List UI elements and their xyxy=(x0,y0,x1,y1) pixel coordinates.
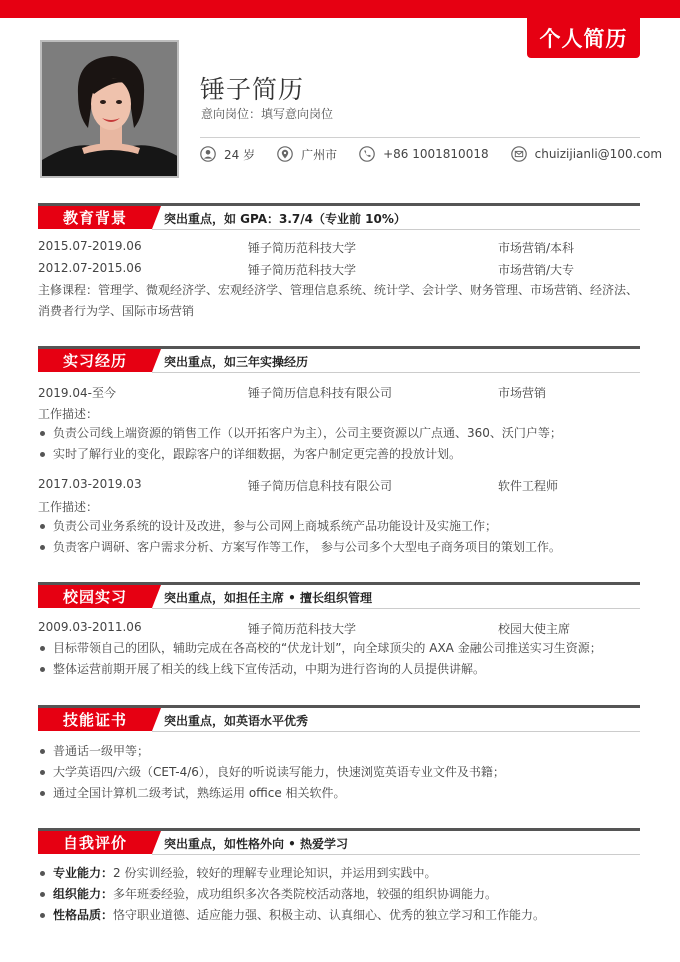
self-eval-item xyxy=(38,885,640,903)
edu-major: 市场营销/大专 xyxy=(498,263,575,277)
skills-header xyxy=(38,705,640,731)
email-item xyxy=(511,146,662,162)
job-date: 2019.04-至今 xyxy=(38,386,116,400)
city-item xyxy=(277,146,337,163)
education-section xyxy=(38,203,640,318)
job-bullet: 负责公司线上端资源的销售工作（以开拓客户为主），公司主要资源以广点通、360、沃门户等； xyxy=(38,424,640,442)
internship-highlight: 突出重点，如三年实操经历 xyxy=(164,355,309,369)
intent-value: 填写意向岗位 xyxy=(261,107,334,121)
section-subrule xyxy=(152,731,640,732)
self-eval-title: 自我评价 xyxy=(38,831,152,854)
phone-item xyxy=(359,146,489,162)
job-desc-label: 工作描述： xyxy=(38,407,99,421)
job-bullet: 实时了解行业的变化，跟踪客户的详细数据，为客户制定更完善的投放计划。 xyxy=(38,445,640,463)
edu-courses: 主修课程：管理学、微观经济学、宏观经济学、管理信息系统、统计学、会计学、财务管理、市场营销、经济法、消费者行为学、国际市场营销 xyxy=(38,283,639,318)
contact-info-row xyxy=(200,144,662,164)
self-eval-label: 性格品质： xyxy=(53,908,114,922)
mail-icon xyxy=(511,146,527,162)
candidate-name: 锤子简历 xyxy=(200,75,305,104)
self-eval-header xyxy=(38,828,640,854)
internship-section xyxy=(38,346,640,554)
job-role: 软件工程师 xyxy=(498,479,559,493)
campus-title: 校园实习 xyxy=(38,585,152,608)
top-accent-bar xyxy=(0,0,680,18)
person-icon xyxy=(200,146,216,162)
phone-icon xyxy=(359,146,375,162)
self-eval-text: 2 份实训经验，较好的理解专业理论知识，并运用到实践中。 xyxy=(113,866,437,880)
self-eval-label: 组织能力： xyxy=(53,887,114,901)
document-title: 个人简历 xyxy=(527,18,640,58)
internship-header xyxy=(38,346,640,372)
campus-section xyxy=(38,582,640,676)
education-header xyxy=(38,203,640,229)
self-eval-label: 专业能力： xyxy=(53,866,114,880)
internship-title: 实习经历 xyxy=(38,349,152,372)
self-eval-highlight: 突出重点，如性格外向 • 热爱学习 xyxy=(164,837,349,851)
skills-section xyxy=(38,705,640,800)
job-role: 市场营销 xyxy=(498,386,547,400)
age-text: 24 岁 xyxy=(224,147,256,162)
edu-school: 锤子简历范科技大学 xyxy=(248,263,357,277)
self-eval-text: 恪守职业道德、适应能力强、积极主动、认真细心、优秀的独立学习和工作能力。 xyxy=(113,908,546,922)
edu-date: 2015.07-2019.06 xyxy=(38,239,142,253)
phone-text: +86 1001810018 xyxy=(383,147,489,161)
edu-major: 市场营销/本科 xyxy=(498,241,575,255)
self-eval-item xyxy=(38,864,640,882)
education-title: 教育背景 xyxy=(38,206,152,229)
email-text: chuizijianli@100.com xyxy=(534,147,663,161)
campus-school: 锤子简历范科技大学 xyxy=(248,622,357,636)
skill-bullet: 普通话一级甲等； xyxy=(38,742,640,760)
section-subrule xyxy=(152,372,640,373)
campus-highlight: 突出重点，如担任主席 • 擅长组织管理 xyxy=(164,591,373,605)
campus-role: 校园大使主席 xyxy=(498,622,571,636)
skill-bullet: 通过全国计算机二级考试，熟练运用 office 相关软件。 xyxy=(38,784,640,802)
job-bullet: 负责客户调研、客户需求分析、方案写作等工作， 参与公司多个大型电子商务项目的策划工作。 xyxy=(38,538,640,556)
job-date: 2017.03-2019.03 xyxy=(38,477,142,491)
edu-date: 2012.07-2015.06 xyxy=(38,261,142,275)
campus-bullet: 目标带领自己的团队，辅助完成在各高校的“伏龙计划”，向全球顶尖的 AXA 金融公司推送实习生资源； xyxy=(38,639,640,657)
city-text: 广州市 xyxy=(301,147,338,162)
portrait-illustration xyxy=(42,42,179,178)
skill-bullet: 大学英语四/六级（CET-4/6），良好的听说读写能力，快速浏览英语专业文件及书籍； xyxy=(38,763,640,781)
intent-position xyxy=(201,105,333,122)
section-subrule xyxy=(152,608,640,609)
education-highlight: 突出重点，如 GPA：3.7/4（专业前 10%） xyxy=(164,212,406,226)
job-company: 锤子简历信息科技有限公司 xyxy=(248,479,393,493)
self-eval-text: 多年班委经验，成功组织多次各类院校活动落地，较强的组织协调能力。 xyxy=(113,887,498,901)
self-eval-item xyxy=(38,906,640,924)
section-subrule xyxy=(152,229,640,230)
self-eval-section xyxy=(38,828,640,922)
campus-header xyxy=(38,582,640,608)
age-item xyxy=(200,146,255,163)
info-divider xyxy=(200,137,640,138)
intent-label: 意向岗位： xyxy=(201,107,262,121)
section-subrule xyxy=(152,854,640,855)
job-desc-label: 工作描述： xyxy=(38,500,99,514)
skills-title: 技能证书 xyxy=(38,708,152,731)
job-bullet: 负责公司业务系统的设计及改进，参与公司网上商城系统产品功能设计及实施工作； xyxy=(38,517,640,535)
location-pin-icon xyxy=(277,146,293,162)
edu-school: 锤子简历范科技大学 xyxy=(248,241,357,255)
job-company: 锤子简历信息科技有限公司 xyxy=(248,386,393,400)
campus-bullet: 整体运营前期开展了相关的线上线下宣传活动，中期为进行咨询的人员提供讲解。 xyxy=(38,660,640,678)
campus-date: 2009.03-2011.06 xyxy=(38,620,142,634)
profile-photo xyxy=(40,40,179,178)
skills-highlight: 突出重点，如英语水平优秀 xyxy=(164,714,309,728)
